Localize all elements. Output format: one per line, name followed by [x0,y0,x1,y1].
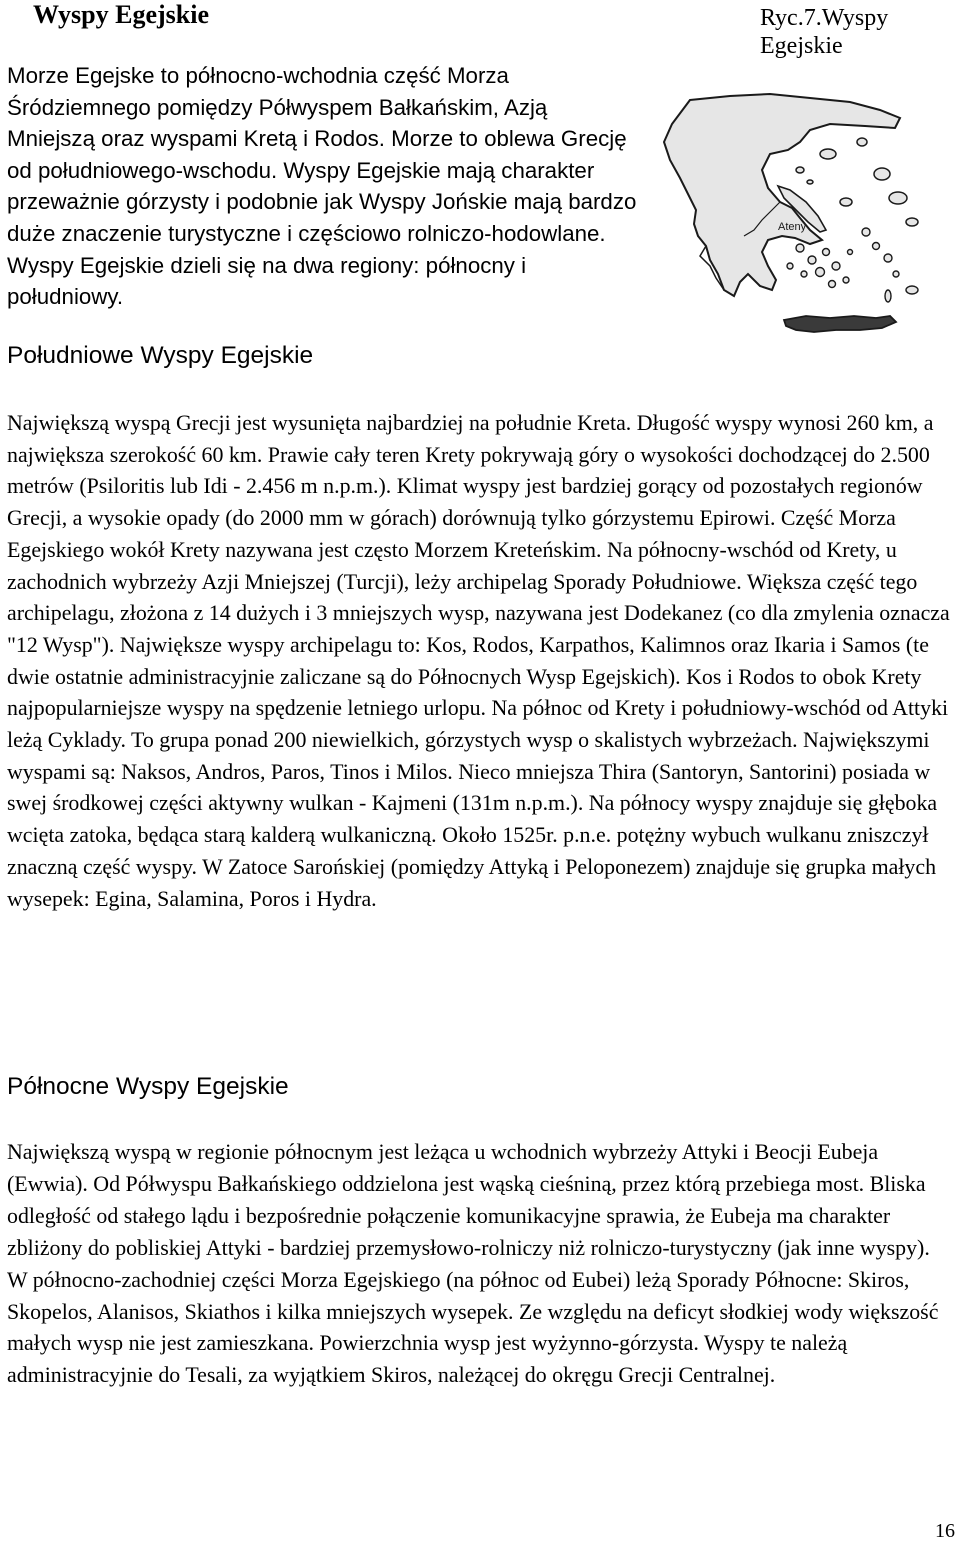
section-heading-north: Północne Wyspy Egejskie [7,1073,289,1100]
intro-paragraph: Morze Egejske to północno-wchodnia część Morza Śródziemnego pomiędzy Półwyspem Bałkańskim, Azją Mniejszą oraz wyspami Kretą i Rodos. Morze to oblewa Grecję od południowego-wschodu. Wyspy Egejskie mają charakter przeważnie górzysty i podobnie jak Wyspy Jońskie mają bardzo duże znaczenie turystyczne i częściowo rolniczo-hodowlane. Wyspy Egejskie dzieli się na dwa regiony: północny i południowy. [7,63,637,310]
section-body-south: Największą wyspą Grecji jest wysunięta najbardziej na południe Kreta. Długość wyspy wynosi 260 km, a największa szerokość 60 km. Prawie cały teren Krety pokrywają góry o wysokości dochodzącej do 2.500 metrów (Psiloritis lub Idi - 2.456 m n.p.m.). Klimat wyspy jest bardziej gorący od pozostałych regionów Grecji, a wysokie opady (do 2000 mm w górach) dorównują tylko górzystemu Epirowi. Część Morza Egejskiego wokół Krety nazywana jest często Morzem Kreteńskim. Na północny-wschód od Krety, u zachodnich wybrzeży Azji Mniejszej (Turcji), leży archipelag Sporady Południowe. Większa część tego archipelagu, złożona z 14 dużych i 3 mniejszych wysp, nazywana jest Dodekanez (co dla zmylenia oznacza "12 Wysp"). Największe wyspy archipelagu to: Kos, Rodos, Karpathos, Kalimnos oraz Ikaria i Samos (te dwie ostatnie administracyjnie zaliczane są do Północnych Wysp Egejskich). Kos i Rodos to obok Krety najpopularniejsze wyspy na spędzenie letniego urlopu. Na północ od Krety i południowy-wschód od Attyki leżą Cyklady. To grupa ponad 200 niewielkich, górzystych wysp o skalistych wybrzeżach. Największymi wyspami są: Naksos, Andros, Paros, Tinos i Milos. Nieco mniejsza Thira (Santoryn, Santorini) posiada w swej środkowej części aktywny wulkan - Kajmeni (131m n.p.m.). Na północy wyspy znajduje się głęboka wcięta zatoka, będąca starą kalderą wulkaniczną. Około 1525r. p.n.e. potężny wybuch wulkanu zniszczył znaczną część wyspy. W Zatoce Sarońskiej (pomiędzy Attyką i Peloponezem) znajduje się grupka małych wysepek: Egina, Salamina, Poros i Hydra. [7,410,950,911]
document-title: Wyspy Egejskie [33,0,209,29]
section-body-north [7,1136,957,1391]
figure-caption: Ryc.7.Wyspy Egejskie [760,5,889,59]
aegean-islands-map [650,90,935,365]
page-number: 16 [935,1520,955,1542]
north-paragraph-1: Największą wyspą w regionie północnym jest leżąca u wchodnich wybrzeży Attyki i Beocji Eubeja (Ewwia). Od Półwyspu Bałkańskiego oddzielona jest wąską cieśniną, przez którą przebiega most. Bliska odległość od stałego lądu i bezpośrednie połączenie komunikacyjne sprawia, że Eubeja ma charakter zbliżony do pobliskiej Attyki - bardziej przemysłowo-rolniczy niż rolniczo-turystyczny (jak inne wyspy). [7,1139,930,1260]
section-heading-south: Południowe Wyspy Egejskie [7,342,314,369]
crete-island [784,316,896,332]
map-label-athens: Ateny [778,221,807,233]
dodecanese-islands [862,228,918,302]
cyclades-islands [787,244,853,288]
north-paragraph-2: W północno-zachodniej części Morza Egejskiego (na północ od Eubei) leżą Sporady Północne: Skiros, Skopelos, Alanisos, Skiathos i kilka mniejszych wysepek. Ze względu na deficyt słodkiej wody większość małych wysp nie jest zamieszkana. Powierzchnia wysp jest wyżynno-górzysta. Wyspy te należą administracyjnie do Tesali, za wyjątkiem Skiros, należącej do okręgu Grecji Centralnej. [7,1266,939,1388]
